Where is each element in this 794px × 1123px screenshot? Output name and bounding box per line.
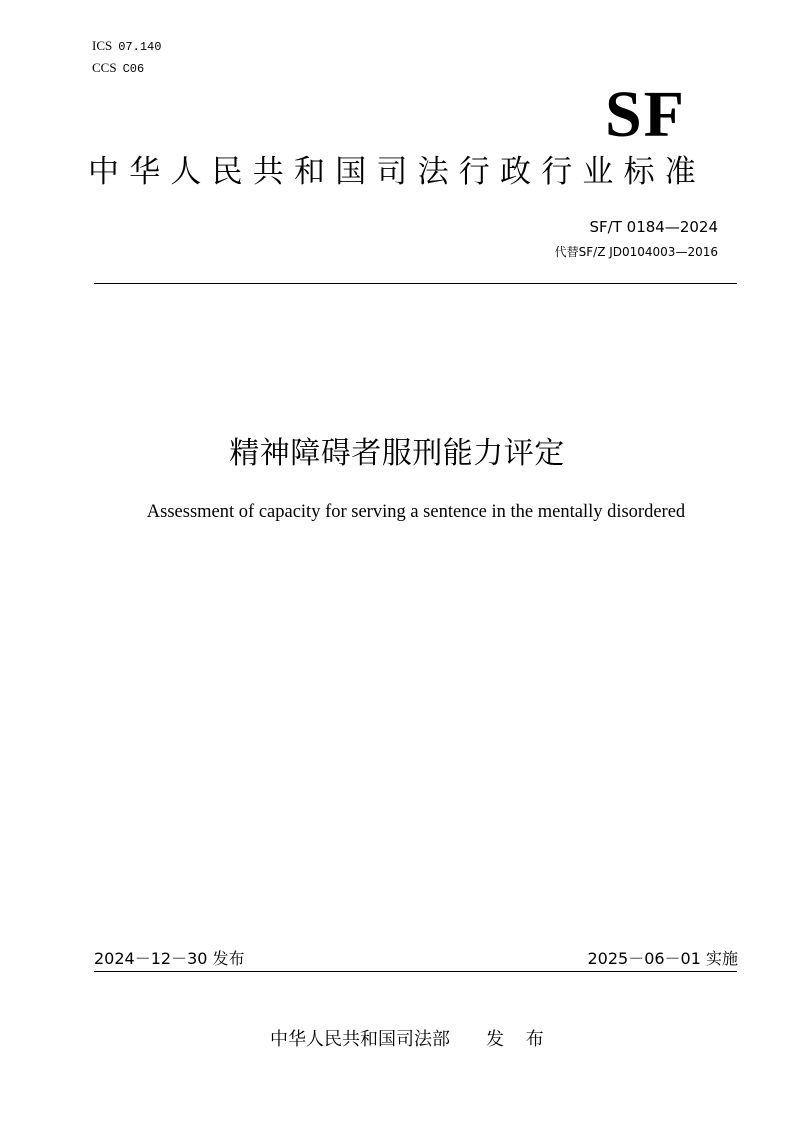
ics-classification: [92, 38, 161, 54]
header-divider: [94, 283, 737, 284]
sf-logo: SF: [604, 78, 686, 151]
ics-value: 07.140: [118, 40, 162, 54]
replaces-standard: 代替SF/Z JD0104003—2016: [554, 245, 718, 259]
issue-date: 2024－12－30 发布: [94, 949, 245, 968]
issuer-name: 中华人民共和国司法部: [270, 1029, 450, 1050]
document-title-en: Assessment of capacity for serving a sentence in the mentally disordered: [146, 502, 686, 522]
issue-word: 发 布: [486, 1029, 552, 1050]
ccs-value: C06: [122, 62, 145, 76]
document-title-cn: 精神障碍者服刑能力评定: [229, 436, 565, 471]
standard-code: SF/T 0184—2024: [589, 218, 718, 236]
issuing-authority: [270, 1025, 552, 1051]
ccs-label: CCS: [92, 60, 117, 75]
footer-divider: [94, 971, 737, 972]
implementation-date: 2025－06－01 实施: [587, 949, 738, 968]
ics-label: ICS: [92, 38, 113, 53]
ccs-classification: [92, 60, 144, 76]
standard-category-title: 中华人民共和国司法行政行业标准: [88, 154, 706, 190]
